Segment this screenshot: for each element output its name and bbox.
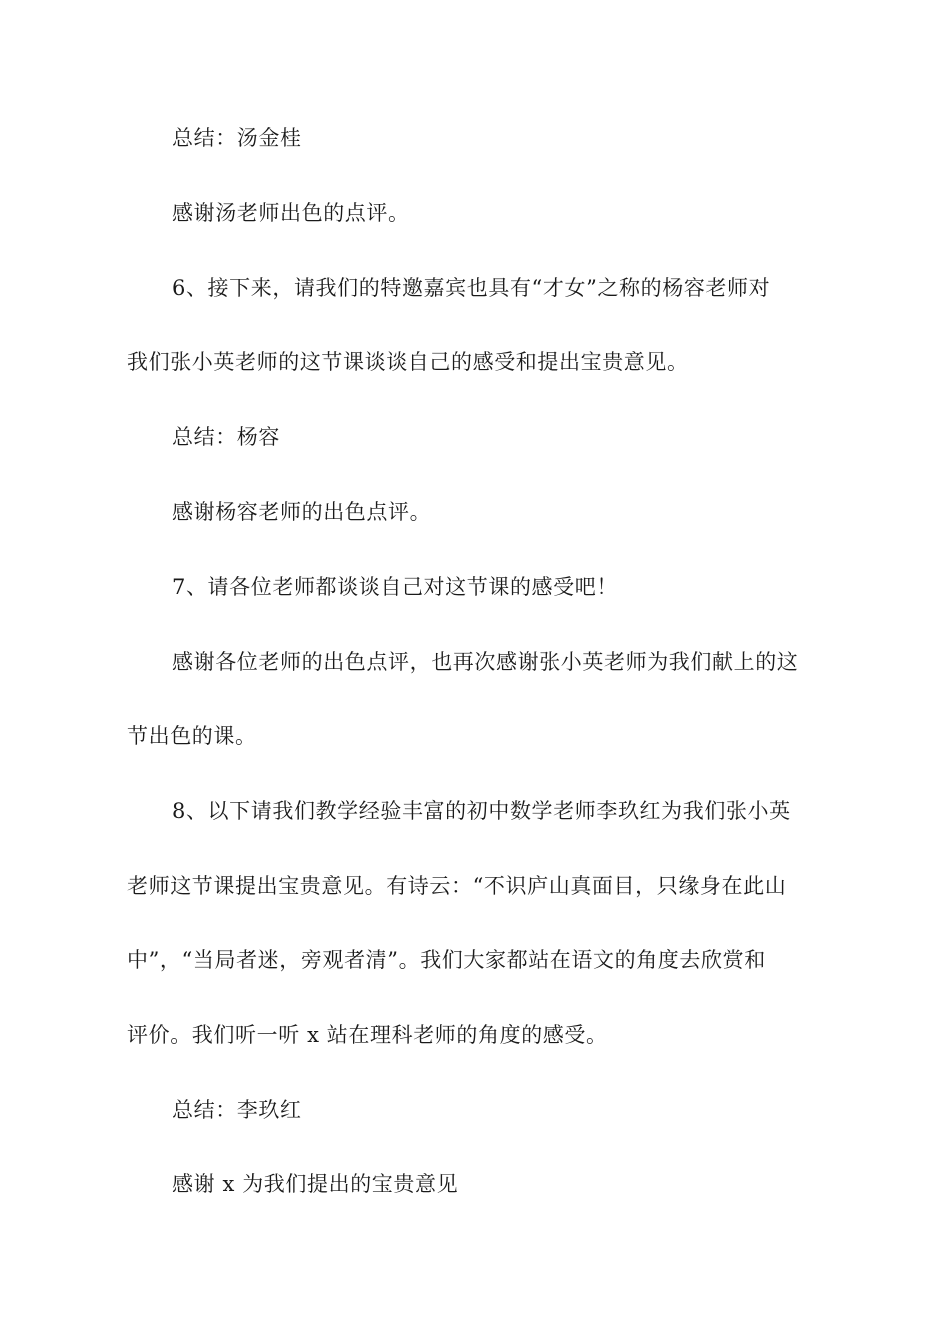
summary-li: 总结：李玖红	[172, 1098, 302, 1122]
item-8-line-3: 中”，“当局者迷，旁观者清”。我们大家都站在语文的角度去欣赏和	[127, 948, 766, 972]
thanks-all-line-1: 感谢各位老师的出色点评，也再次感谢张小英老师为我们献上的这	[172, 650, 799, 674]
thanks-x: 感谢 x 为我们提出的宝贵意见	[172, 1172, 459, 1196]
item-8-line-4: 评价。我们听一听 x 站在理科老师的角度的感受。	[127, 1023, 608, 1047]
item-8-line-1: 8、以下请我们教学经验丰富的初中数学老师李玖红为我们张小英	[172, 799, 791, 823]
item-7: 7、请各位老师都谈谈自己对这节课的感受吧！	[172, 575, 618, 599]
summary-tang: 总结：汤金桂	[172, 126, 302, 150]
thanks-tang: 感谢汤老师出色的点评。	[172, 201, 410, 225]
summary-yang: 总结：杨容	[172, 425, 280, 449]
thanks-yang: 感谢杨容老师的出色点评。	[172, 500, 432, 524]
thanks-all-line-2: 节出色的课。	[127, 724, 257, 748]
item-6-line-2: 我们张小英老师的这节课谈谈自己的感受和提出宝贵意见。	[127, 350, 689, 374]
item-8-line-2: 老师这节课提出宝贵意见。有诗云：“不识庐山真面目，只缘身在此山	[127, 874, 787, 898]
item-6-line-1: 6、接下来，请我们的特邀嘉宾也具有“才女”之称的杨容老师对	[172, 276, 771, 300]
